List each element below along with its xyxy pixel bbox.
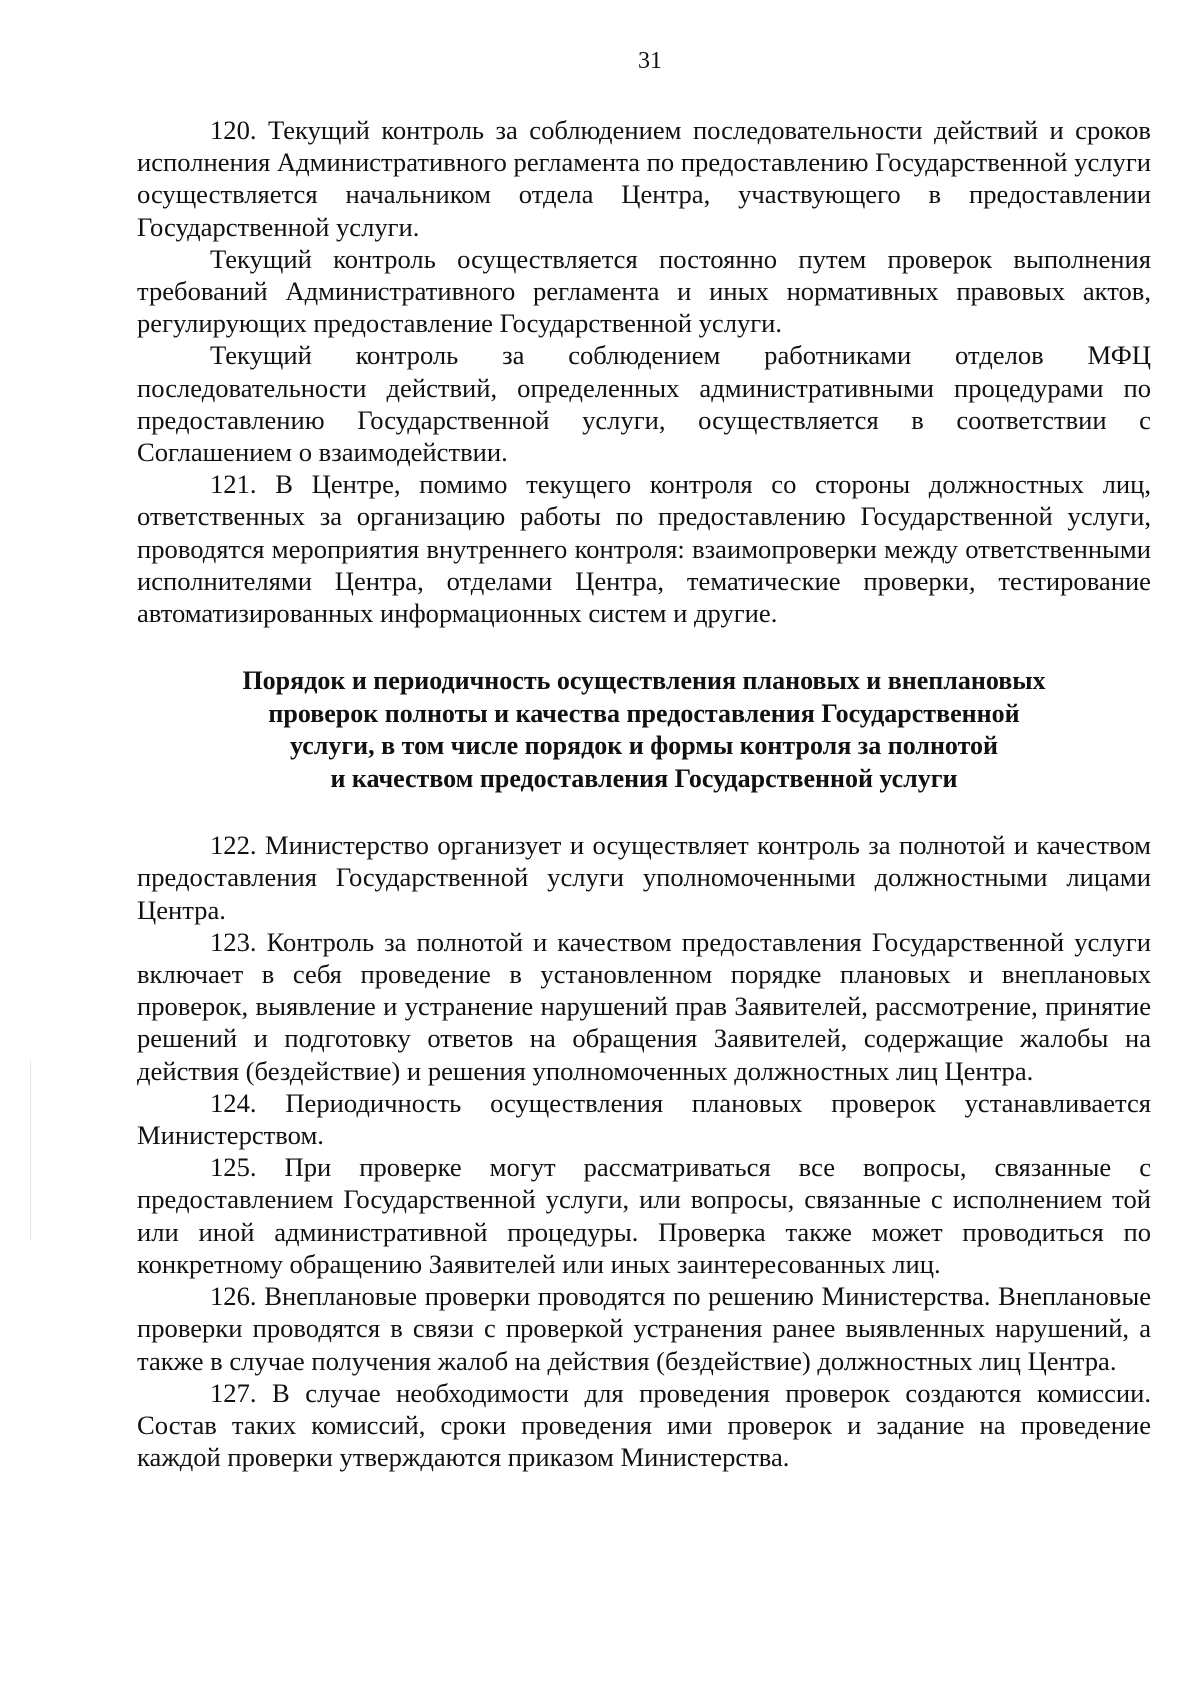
document-body bbox=[137, 114, 1151, 1473]
page-number: 31 bbox=[638, 48, 662, 74]
section-heading-line-4: и качеством предоставления Государственной услуги bbox=[330, 763, 958, 793]
paragraph-122: 122. Министерство организует и осуществляет контроль за полнотой и качеством предоставления Государственной услуги уполномоченными должностными лицами Центра. bbox=[137, 830, 1151, 925]
paragraph-121: 121. В Центре, помимо текущего контроля со стороны должностных лиц, ответственных за организацию работы по предоставлению Государственной услуги, проводятся мероприятия внутреннего контроля: взаимопроверки между ответственными исполнителями Центра, отделами Центра, тематические проверки, тестирование автоматизированных информационных систем и другие. bbox=[137, 469, 1151, 629]
section-heading bbox=[137, 665, 1151, 795]
paragraph-120: 120. Текущий контроль за соблюдением последовательности действий и сроков исполнения Административного регламента по предоставлению Государственной услуги осуществляется начальником отдела Центра, участвующего в предоставлении Государственной услуги. bbox=[137, 115, 1151, 242]
paragraph-125: 125. При проверке могут рассматриваться все вопросы, связанные с предоставлением Государственной услуги, или вопросы, связанные с исполнением той или иной административной процедуры. Проверка также может проводиться по конкретному обращению Заявителей или иных заинтересованных лиц. bbox=[137, 1152, 1151, 1279]
paragraph-124: 124. Периодичность осуществления плановых проверок устанавливается Министерством. bbox=[137, 1087, 1151, 1151]
section-heading-line-1: Порядок и периодичность осуществления плановых и внеплановых bbox=[242, 666, 1046, 696]
paragraph-120-continuation-1: Текущий контроль осуществляется постоянно путем проверок выполнения требований Административного регламента и иных нормативных правовых актов, регулирующих предоставление Государственной услуги. bbox=[137, 243, 1151, 339]
paragraph-123: 123. Контроль за полнотой и качеством предоставления Государственной услуги включает в себя проведение в установленном порядке плановых и внеплановых проверок, выявление и устранение нарушений прав Заявителей, рассмотрение, принятие решений и подготовку ответов на обращения Заявителей, содержащие жалобы на действия (бездействие) и решения уполномоченных должностных лиц Центра. bbox=[137, 926, 1151, 1086]
scan-edge-mark bbox=[30, 1060, 31, 1240]
section-heading-line-2: проверок полноты и качества предоставления Государственной bbox=[268, 698, 1020, 728]
section-heading-line-3: услуги, в том числе порядок и формы контроля за полнотой bbox=[290, 731, 998, 761]
paragraph-120-continuation-2: Текущий контроль за соблюдением работниками отделов МФЦ последовательности действий, определенных административными процедурами по предоставлению Государственной услуги, осуществляется в соответствии с Соглашением о взаимодействии. bbox=[137, 340, 1151, 468]
paragraph-127: 127. В случае необходимости для проведения проверок создаются комиссии. Состав таких комиссий, сроки проведения ими проверок и задание на проведение каждой проверки утверждаются приказом Министерства. bbox=[137, 1377, 1151, 1473]
paragraph-126: 126. Внеплановые проверки проводятся по решению Министерства. Внеплановые проверки проводятся в связи с проверкой устранения ранее выявленных нарушений, а также в случае получения жалоб на действия (бездействие) должностных лиц Центра. bbox=[137, 1281, 1151, 1376]
